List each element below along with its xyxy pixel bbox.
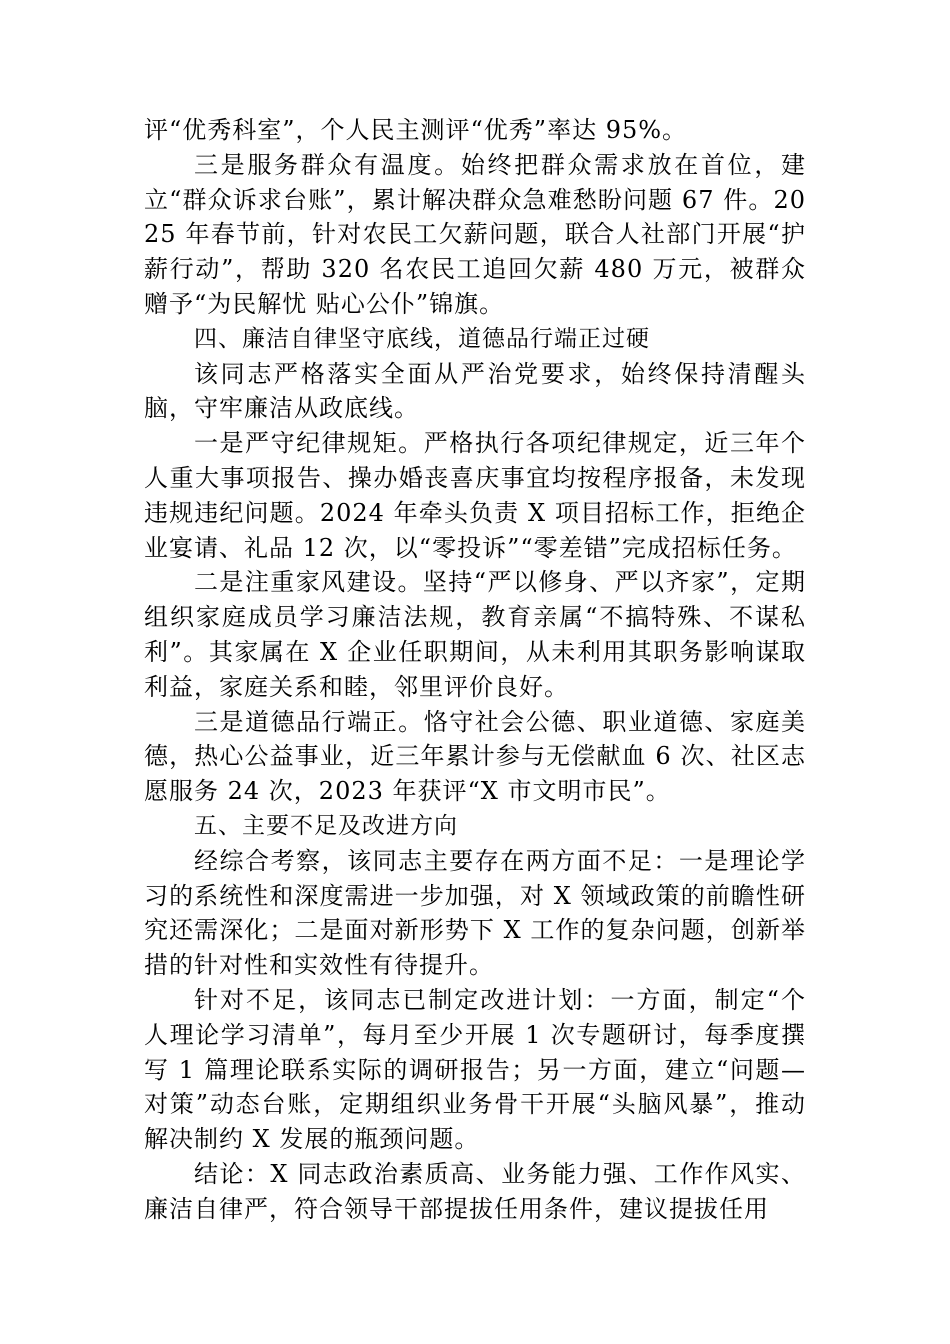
document-body [144,113,806,1227]
section-heading-integrity: 四、廉洁自律坚守底线，道德品行端正过硬 [194,325,650,352]
paragraph-conclusion: 结论：X 同志政治素质高、业务能力强、工作作风实、廉洁自律严，符合领导干部提拔任用条件，建议提拔任用 [144,1159,806,1223]
paragraph-moral-conduct: 三是道德品行端正。恪守社会公德、职业道德、家庭美德，热心公益事业，近三年累计参与无偿献血 6 次、社区志愿服务 24 次，2023 年获评“X 市文明市民”。 [144,707,806,806]
paragraph-improvement-plan: 针对不足，该同志已制定改进计划：一方面，制定“个人理论学习清单”，每月至少开展 1 次专题研讨，每季度撰写 1 篇理论联系实际的调研报告；另一方面，建立“问题—对策”动态台账，定期组织业务骨干开展“头脑风暴”，推动解决制约 X 发展的瓶颈问题。 [144,985,806,1154]
paragraph-integrity-intro: 该同志严格落实全面从严治党要求，始终保持清醒头脑，守牢廉洁从政底线。 [144,359,806,423]
paragraph-discipline: 一是严守纪律规矩。严格执行各项纪律规定，近三年个人重大事项报告、操办婚丧喜庆事宜均按程序报备，未发现违规违纪问题。2024 年牵头负责 X 项目招标工作，拒绝企业宴请、礼品 12 次，以“零投诉”“零差错”完成招标任务。 [144,429,806,562]
section-heading-shortcomings: 五、主要不足及改进方向 [194,812,458,839]
paragraph-continuation: 评“优秀科室”，个人民主测评“优秀”率达 95%。 [144,116,688,144]
paragraph-service-people: 三是服务群众有温度。始终把群众需求放在首位，建立“群众诉求台账”，累计解决群众急难愁盼问题 67 件。2025 年春节前，针对农民工欠薪问题，联合人社部门开展“护薪行动”，帮助 320 名农民工追回欠薪 480 万元，被群众赠予“为民解忧 贴心公仆”锦旗。 [144,150,806,318]
paragraph-family-values: 二是注重家风建设。坚持“严以修身、严以齐家”，定期组织家庭成员学习廉洁法规，教育亲属“不搞特殊、不谋私利”。其家属在 X 企业任职期间，从未利用其职务影响谋取利益，家庭关系和睦，邻里评价良好。 [144,568,806,701]
paragraph-shortcomings: 经综合考察，该同志主要存在两方面不足：一是理论学习的系统性和深度需进一步加强，对 X 领域政策的前瞻性研究还需深化；二是面对新形势下 X 工作的复杂问题，创新举措的针对性和实效性有待提升。 [144,846,806,980]
